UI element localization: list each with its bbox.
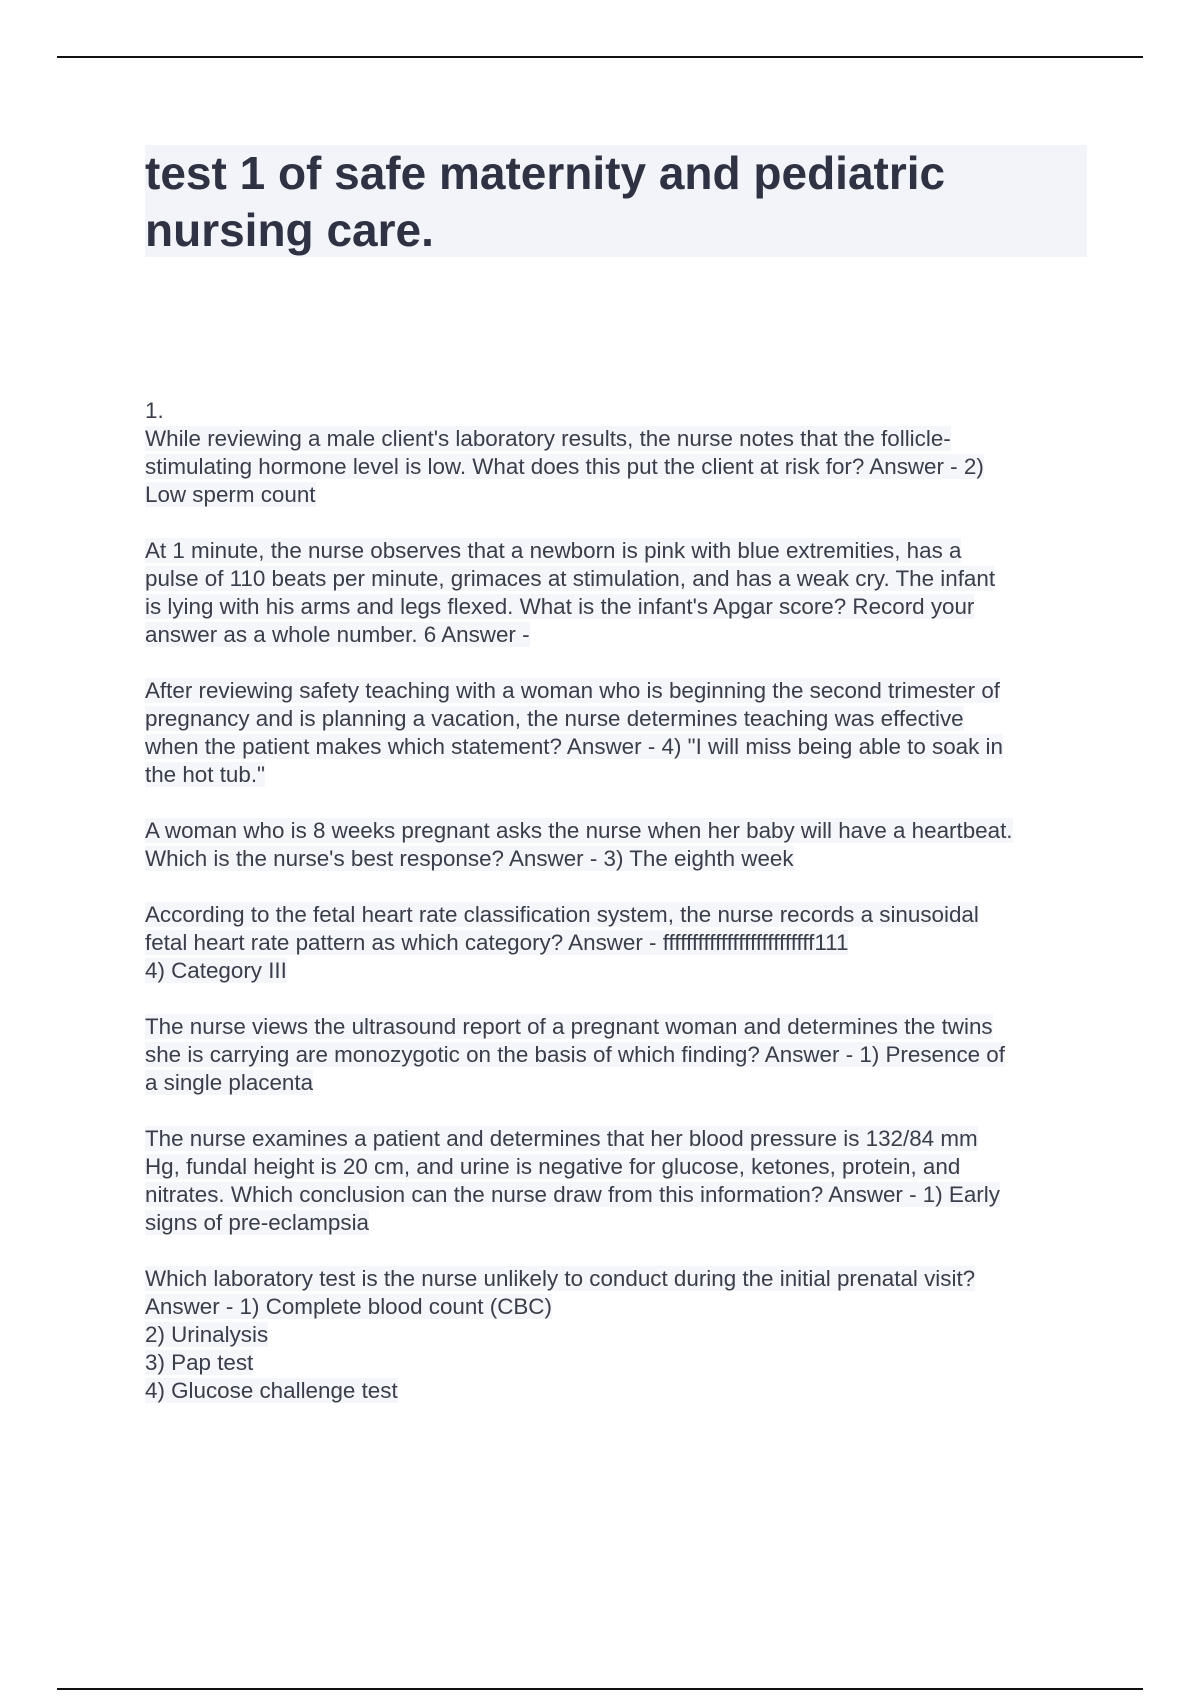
question-item-2 <box>145 537 1090 649</box>
question-list <box>145 397 1090 1433</box>
question-text: The nurse examines a patient and determines that her blood pressure is 132/84 mm Hg, fundal height is 20 cm, and urine is negative for glucose, ketones, protein, and nitrates. Which conclusion can the nurse draw from this information? Answer - 1) Early signs of pre-eclampsia <box>145 1126 1000 1235</box>
top-rule <box>57 56 1143 58</box>
question-text: While reviewing a male client's laboratory results, the nurse notes that the follicle- stimulating hormone level is low. What does this put the client at risk for? Answer - 2) Low sperm count <box>145 426 984 507</box>
question-text: Which laboratory test is the nurse unlikely to conduct during the initial prenatal visit? Answer - 1) Complete blood count (CBC) 2) Urinalysis 3) Pap test 4) Glucose challenge test <box>145 1266 976 1403</box>
question-text: According to the fetal heart rate classification system, the nurse records a sinusoidal fetal heart rate pattern as which category? Answer - ffffffffffffffffffffffffff111 4) Category III <box>145 902 979 983</box>
question-text: At 1 minute, the nurse observes that a newborn is pink with blue extremities, has a pulse of 110 beats per minute, grimaces at stimulation, and has a weak cry. The infant is lying with his arms and legs flexed. What is the infant's Apgar score? Record your answer as a whole number. 6 Answer - <box>145 538 996 647</box>
question-item-7 <box>145 1125 1090 1237</box>
question-item-5 <box>145 901 1090 985</box>
question-item-3 <box>145 677 1090 789</box>
question-item-1 <box>145 425 1090 509</box>
question-text: The nurse views the ultrasound report of a pregnant woman and determines the twins she is carrying are monozygotic on the basis of which finding? Answer - 1) Presence of a single placenta <box>145 1014 1005 1095</box>
title-block <box>145 145 1087 257</box>
question-item-4 <box>145 817 1090 873</box>
question-text: A woman who is 8 weeks pregnant asks the nurse when her baby will have a heartbeat. Which is the nurse's best response? Answer - 3) The eighth week <box>145 818 1013 871</box>
question-number: 1. <box>145 398 164 423</box>
bottom-rule <box>57 1688 1143 1690</box>
document-title: test 1 of safe maternity and pediatric nursing care. <box>145 147 946 256</box>
question-text: After reviewing safety teaching with a woman who is beginning the second trimester of pregnancy and is planning a vacation, the nurse determines teaching was effective when the patient makes which statement? Answer - 4) "I will miss being able to soak in the hot tub." <box>145 678 1003 787</box>
question-item-8 <box>145 1265 1090 1405</box>
question-item-6 <box>145 1013 1090 1097</box>
